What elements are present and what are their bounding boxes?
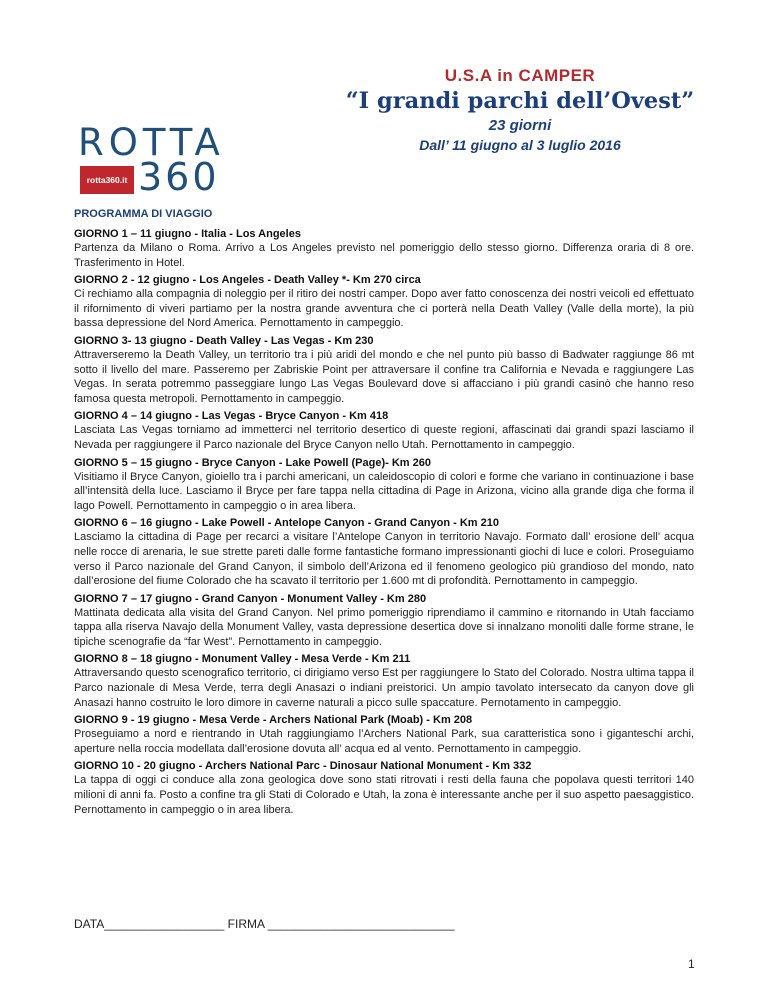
- trip-duration: 23 giorni: [488, 117, 552, 134]
- day-block: [74, 334, 694, 406]
- day-title: GIORNO 7 – 17 giugno - Grand Canyon - Monument Valley - Km 280: [74, 592, 427, 605]
- logo-word: ROTTA: [78, 121, 225, 164]
- day-title: GIORNO 1 – 11 giugno - Italia - Los Angeles: [74, 228, 301, 240]
- day-text: Attraversando questo scenografico territorio, ci dirigiamo verso Est per raggiungere lo Stato del Colorado. Nostra ultima tappa il Parco nazionale di Mesa Verde, terra degli Anasazi o indiani preistorici. Un ampio tavolato intersecato da canyon dove gli Anasazi hanno costruito le loro dimore in caverne naturali a picco sulle spaccature. Pernotamento in campeggio.: [74, 667, 694, 709]
- day-text: Partenza da Milano o Roma. Arrivo a Los Angeles previsto nel pomeriggio dello stesso giorno. Differenza oraria di 8 ore. Trasferimento in Hotel.: [74, 242, 694, 269]
- day-block: [74, 592, 694, 650]
- trip-heading: U.S.A in CAMPER: [444, 66, 596, 85]
- day-block: [74, 273, 694, 331]
- trip-dates: Dall’ 11 giugno al 3 luglio 2016: [419, 137, 621, 153]
- trip-title: “I grandi parchi dell’Ovest”: [345, 88, 695, 114]
- header: [0, 0, 768, 200]
- day-title: GIORNO 8 – 18 giugno - Monument Valley - Mesa Verde - Km 211: [74, 653, 411, 666]
- day-text: Lasciamo la cittadina di Page per recarci a visitare l’Antelope Canyon in territorio Navajo. Formato dall’ erosione dell’ acqua nelle rocce di arenaria, le sue strette pareti dalle forme fantastiche formano impressionanti giochi di luce e colori. Proseguiamo verso il Parco nazionale del Grand Canyon, il simbolo dell’Arizona ed il fenomeno geologico più grandioso del mondo, nato dall’erosione del fiume Colorado che ha scavato il territorio per 1.600 mt di profondità. Pernottamento in campeggio.: [74, 531, 694, 588]
- day-title: GIORNO 5 – 15 giugno - Bryce Canyon - Lake Powell (Page)- Km 260: [74, 456, 431, 469]
- day-title: GIORNO 6 – 16 giugno - Lake Powell - Antelope Canyon - Grand Canyon - Km 210: [74, 517, 499, 530]
- day-title: GIORNO 9 - 19 giugno - Mesa Verde - Archers National Park (Moab) - Km 208: [74, 714, 473, 727]
- day-text: Attraverseremo la Death Valley, un territorio tra i più aridi del mondo e che nel punto più basso di Badwater raggiunge 86 mt sotto il livello del mare. Passeremo per Zabriskie Point per attraversare il confine tra California e Nevada e raggiungere Las Vegas. In serata potremmo passeggiare lungo Las Vegas Boulevard dove si affacciano i più grandi casinò che hanno reso famosa questa metropoli. Pernottamento in campeggio.: [74, 348, 694, 405]
- logo-badge: rotta360.it: [80, 166, 134, 194]
- programme: [74, 205, 694, 820]
- signature-line: DATA__________________ FIRMA ____________________________: [74, 917, 455, 931]
- day-text: Visitiamo il Bryce Canyon, gioiello tra i parchi americani, un caleidoscopio di colori e forme che variano in continuazione i base all’intensità della luce. Lasciamo il Bryce per fare tappa nella cittadina di Page in Arizona, vicino alla grande diga che forma il lago Powell. Pernottamento in campeggio o in area libera.: [74, 470, 694, 512]
- day-block: [74, 759, 694, 817]
- day-title: GIORNO 2 - 12 giugno - Los Angeles - Death Valley *- Km 270 circa: [74, 274, 421, 287]
- section-title: PROGRAMMA DI VIAGGIO: [74, 208, 213, 220]
- day-block: [74, 227, 694, 270]
- day-title: GIORNO 4 – 14 giugno - Las Vegas - Bryce Canyon - Km 418: [74, 410, 389, 423]
- day-text: Ci rechiamo alla compagnia di noleggio per il ritiro dei nostri camper. Dopo aver fatto conoscenza dei nostri veicoli ed effettuato il rifornimento di viveri partiamo per la nostra grande avventura che ci porterà nella Death Valley (Valle della morte), la più bassa depressione del Nord America. Pernottamento in campeggio.: [74, 288, 694, 330]
- day-text: Proseguiamo a nord e rientrando in Utah raggiungiamo l’Archers National Park, sua caratteristica sono i giganteschi archi, aperture nella roccia modellata dall’erosione dovuta all’ acqua ed al vento. Pernottamento in campeggio.: [74, 728, 694, 755]
- day-text: La tappa di oggi ci conduce alla zona geologica dove sono stati ritrovati i resti della fauna che popolava questi territori 140 milioni di anni fa. Posto a confine tra gli Stati di Colorado e Utah, la zona è interessante anche per il suo aspetto paesaggistico. Pernottamento in campeggio o in area libera.: [74, 774, 694, 816]
- day-block: [74, 456, 694, 514]
- day-title: GIORNO 3- 13 giugno - Death Valley - Las Vegas - Km 230: [74, 334, 374, 347]
- day-block: [74, 409, 694, 452]
- day-text: Mattinata dedicata alla visita del Grand Canyon. Nel primo pomeriggio riprendiamo il cammino e ritornando in Utah facciamo tappa alla riserva Navajo della Monument Valley, vasta depressione desertica dove si innalzano monoliti dalle forme strane, le tipiche scenografie da “far West”. Pernottamento in campeggio.: [74, 606, 694, 648]
- page-number: 1: [688, 957, 695, 971]
- rotta360-logo: [78, 121, 225, 199]
- day-block: [74, 652, 694, 710]
- logo-number: 360: [138, 155, 220, 199]
- day-title: GIORNO 10 - 20 giugno - Archers National Parc - Dinosaur National Monument - Km 332: [74, 760, 532, 773]
- day-block: [74, 516, 694, 588]
- day-text: Lasciata Las Vegas torniamo ad immetterci nel territorio desertico di queste regioni, affascinati dai grandi spazi lasciamo il Nevada per raggiungere il Parco nazionale del Bryce Canyon nello Utah. Pernottamento in campeggio.: [74, 424, 694, 451]
- day-block: [74, 713, 694, 756]
